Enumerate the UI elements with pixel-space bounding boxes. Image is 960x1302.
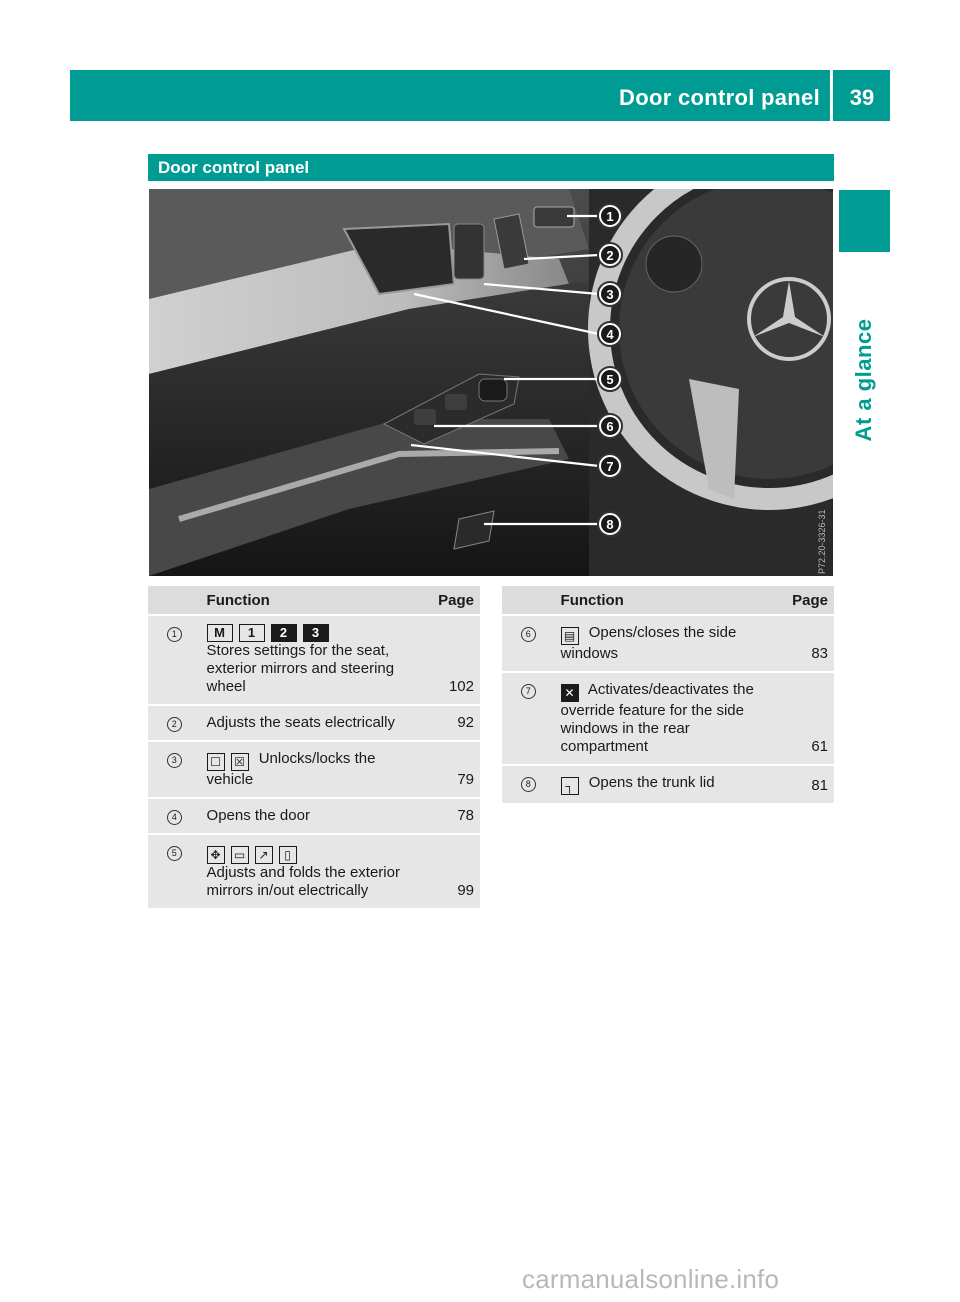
unlock-icon: ☐ <box>207 753 225 771</box>
right-mirror-icon: ↗ <box>255 846 273 864</box>
memory-keys <box>207 624 416 642</box>
svg-text:1: 1 <box>606 209 614 224</box>
svg-text:6: 6 <box>606 419 614 434</box>
table-row <box>148 616 480 704</box>
function-table-right <box>502 584 834 805</box>
page-ref: 61 <box>811 738 828 755</box>
row-number: 3 <box>167 753 182 768</box>
memory-key-m: M <box>207 624 233 642</box>
header-page: Page <box>421 586 480 614</box>
door-control-panel-photo <box>149 189 833 576</box>
row-number: 2 <box>167 717 182 732</box>
page-ref: 79 <box>457 771 474 789</box>
header-title: Door control panel <box>619 85 820 110</box>
row-number: 5 <box>167 846 182 861</box>
side-tab-label: At a glance <box>851 318 876 442</box>
function-text: Opens/closes the side windows <box>560 624 737 662</box>
svg-text:2: 2 <box>606 248 614 263</box>
callout-1 <box>598 204 622 228</box>
trunk-lid-icon: ┐ <box>561 777 579 795</box>
table-row <box>148 799 480 833</box>
side-tab-marker <box>839 190 890 252</box>
watermark: carmanualsonline.info <box>522 1264 780 1294</box>
memory-key-1: 1 <box>239 624 265 642</box>
svg-text:3: 3 <box>606 287 614 302</box>
page-ref: 78 <box>457 807 474 825</box>
page-ref: 81 <box>811 777 828 794</box>
header-number <box>148 586 201 614</box>
table-row <box>502 616 834 671</box>
table-row <box>502 766 834 803</box>
row-number: 7 <box>521 684 536 699</box>
callout-4 <box>598 322 622 346</box>
page-ref: 92 <box>457 714 474 732</box>
callout-5 <box>598 367 622 391</box>
header-divider <box>830 70 833 121</box>
svg-text:4: 4 <box>606 327 614 342</box>
row-number: 8 <box>521 777 536 792</box>
row-number: 1 <box>167 627 182 642</box>
page-ref: 99 <box>457 882 474 900</box>
table-row <box>148 706 480 740</box>
function-text: Stores settings for the seat, exterior mirrors and steering wheel <box>206 642 395 696</box>
function-text: Adjusts the seats electrically <box>206 714 395 732</box>
svg-text:8: 8 <box>606 517 614 532</box>
mirror-adjust-icon: ✥ <box>207 846 225 864</box>
figure-code: P72.20-3326-31 <box>817 509 827 574</box>
callout-6 <box>598 414 622 438</box>
function-text: Unlocks/locks the vehicle <box>206 750 376 789</box>
fold-mirror-icon: ▯ <box>279 846 297 864</box>
header-function: Function <box>555 586 776 614</box>
memory-key-3: 3 <box>303 624 329 642</box>
function-text: Adjusts and folds the exterior mirrors in/out electrically <box>206 864 400 900</box>
callout-7 <box>598 454 622 478</box>
lock-icon: ☒ <box>231 753 249 771</box>
header-number <box>502 586 555 614</box>
window-switch-icon: ▤ <box>561 627 579 645</box>
function-text: Opens the trunk lid <box>588 774 715 791</box>
page-ref: 102 <box>448 678 474 696</box>
memory-key-2: 2 <box>271 624 297 642</box>
function-table-left <box>148 584 480 910</box>
svg-text:7: 7 <box>606 459 614 474</box>
callout-2 <box>598 243 622 267</box>
row-number: 4 <box>167 810 182 825</box>
table-row <box>502 673 834 764</box>
function-text: Activates/deactivates the override feature for the side windows in the rear compartment <box>560 681 754 755</box>
window-override-icon: ✕ <box>561 684 579 702</box>
section-title: Door control panel <box>158 158 310 177</box>
left-mirror-icon: ▭ <box>231 846 249 864</box>
mirror-keys <box>207 843 416 864</box>
table-row <box>148 835 480 908</box>
row-number: 6 <box>521 627 536 642</box>
page-ref: 83 <box>811 645 828 662</box>
callout-3 <box>598 282 622 306</box>
svg-text:5: 5 <box>606 372 614 387</box>
section-header <box>148 154 834 181</box>
table-row <box>148 742 480 797</box>
page-number: 39 <box>849 85 875 110</box>
header-function: Function <box>201 586 422 614</box>
header-page: Page <box>775 586 834 614</box>
page-header <box>70 70 890 121</box>
function-text: Opens the door <box>206 807 310 825</box>
callout-8 <box>598 512 622 536</box>
